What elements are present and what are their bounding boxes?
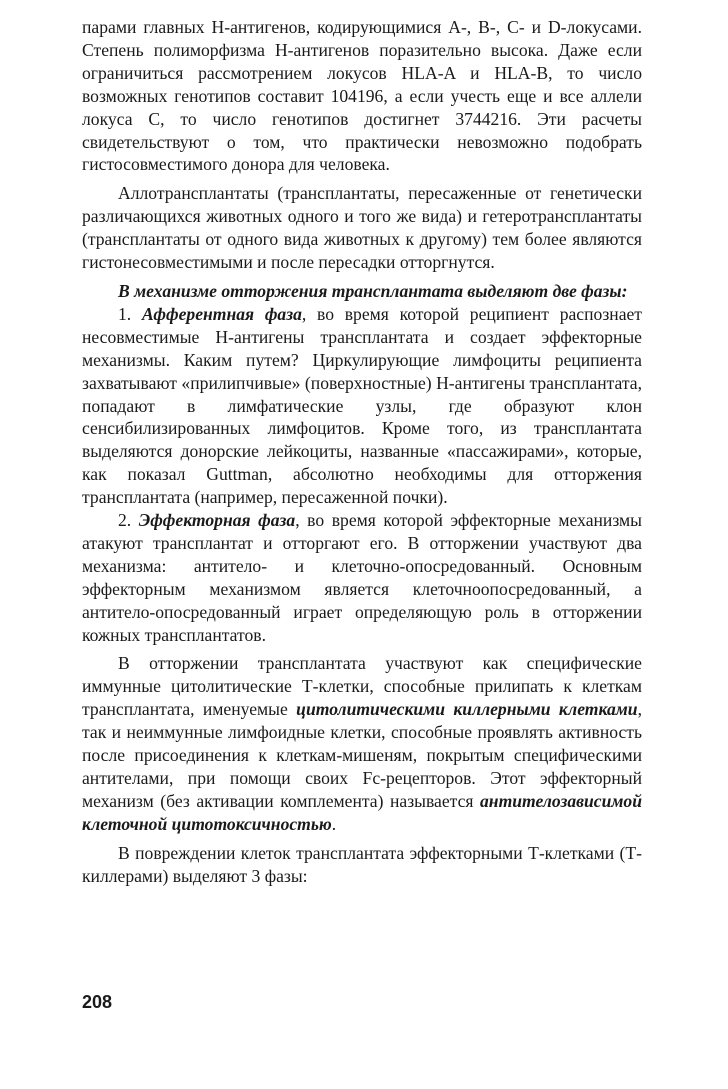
body-text <box>82 16 642 888</box>
term-effector-phase: Эффекторная фаза <box>138 510 296 531</box>
killer-cells-text-b: , так и неиммунные лимфоидные клетки, способные проявлять активность после присоединения к клеткам-мишеням, покрытым специфическими антителами, при помощи своих Fc-рецепторов. Этот эффекторный механизм (без активации комплемента) называется <box>82 699 642 811</box>
paragraph-intro: парами главных Н-антигенов, кодирующимися A-, B-, C- и D-локусами. Степень полиморфизма Н-антигенов поразительно высока. Даже если ограничиться рассмотрением локусов HLA-A и HLA-B, то число возможных генотипов составит 104196, а если учесть еще и все аллели локуса C, то число генотипов достигнет 3744216. Эти расчеты свидетельствуют о том, что практически невозможно подобрать гистосовместимого донора для человека. <box>82 17 642 175</box>
paragraph-effector-phase <box>82 509 642 646</box>
afferent-phase-text: , во время которой реципиент распознает несовместимые Н-антигены трансплантата и создает эффекторные механизмы. Каким путем? Циркулирующие лимфоциты реципиента захватывают «прилипчивые» (поверхностные) Н-антигены трансплантата, попадают в лимфатические узлы, где образуют клон сенсибилизированных лимфоцитов. Кроме того, из трансплантата выделяются донорские лейкоциты, названные «пассажирами», которые, как показал Guttman, абсолютно необходимы для отторжения трансплантата (например, пересаженной почки). <box>82 303 643 508</box>
effector-phase-text: , во время которой эффекторные механизмы атакуют трансплантат и отторгают его. В отторжении участвуют два механизма: антитело- и клеточно-опосредованный. Основным эффекторным механизмом является клеточноопосредованный, а антитело-опосредованный играет определяющую роль в отторжении кожных трансплантатов. <box>82 510 642 645</box>
term-afferent-phase: Афферентная фаза <box>141 303 302 324</box>
term-cytolytic-killer-cells: цитолитическими киллерными клетками <box>296 699 638 720</box>
section-heading-rejection-phases: В механизме отторжения трансплантата выделяют две фазы: <box>118 280 628 301</box>
term-adcc: антителозависимой клеточной цитотоксичностью <box>82 790 642 834</box>
list-number: 1. <box>118 303 142 324</box>
paragraph-killer-cells <box>82 652 642 835</box>
killer-cells-text-a: В отторжении трансплантата участвуют как специфические иммунные цитолитические Т-клетки, способные прилипать к клеткам трансплантата, именуемые <box>82 653 642 720</box>
page-number: 208 <box>82 992 113 1012</box>
paragraph-afferent-phase <box>82 303 642 509</box>
paragraph-t-killer-phases: В повреждении клеток трансплантата эффекторными Т-клетками (Т-киллерами) выделяют 3 фазы: <box>82 842 642 886</box>
list-number: 2. <box>118 510 139 531</box>
paragraph-allotransplants: Аллотрансплантаты (трансплантаты, пересаженные от генетически различающихся животных одного и того же вида) и гетеротрансплантаты (трансплантаты от одного вида животных к другому) тем более являются гистонесовместимыми и после пересадки отторгнутся. <box>82 183 642 273</box>
killer-cells-text-c: . <box>331 813 337 834</box>
